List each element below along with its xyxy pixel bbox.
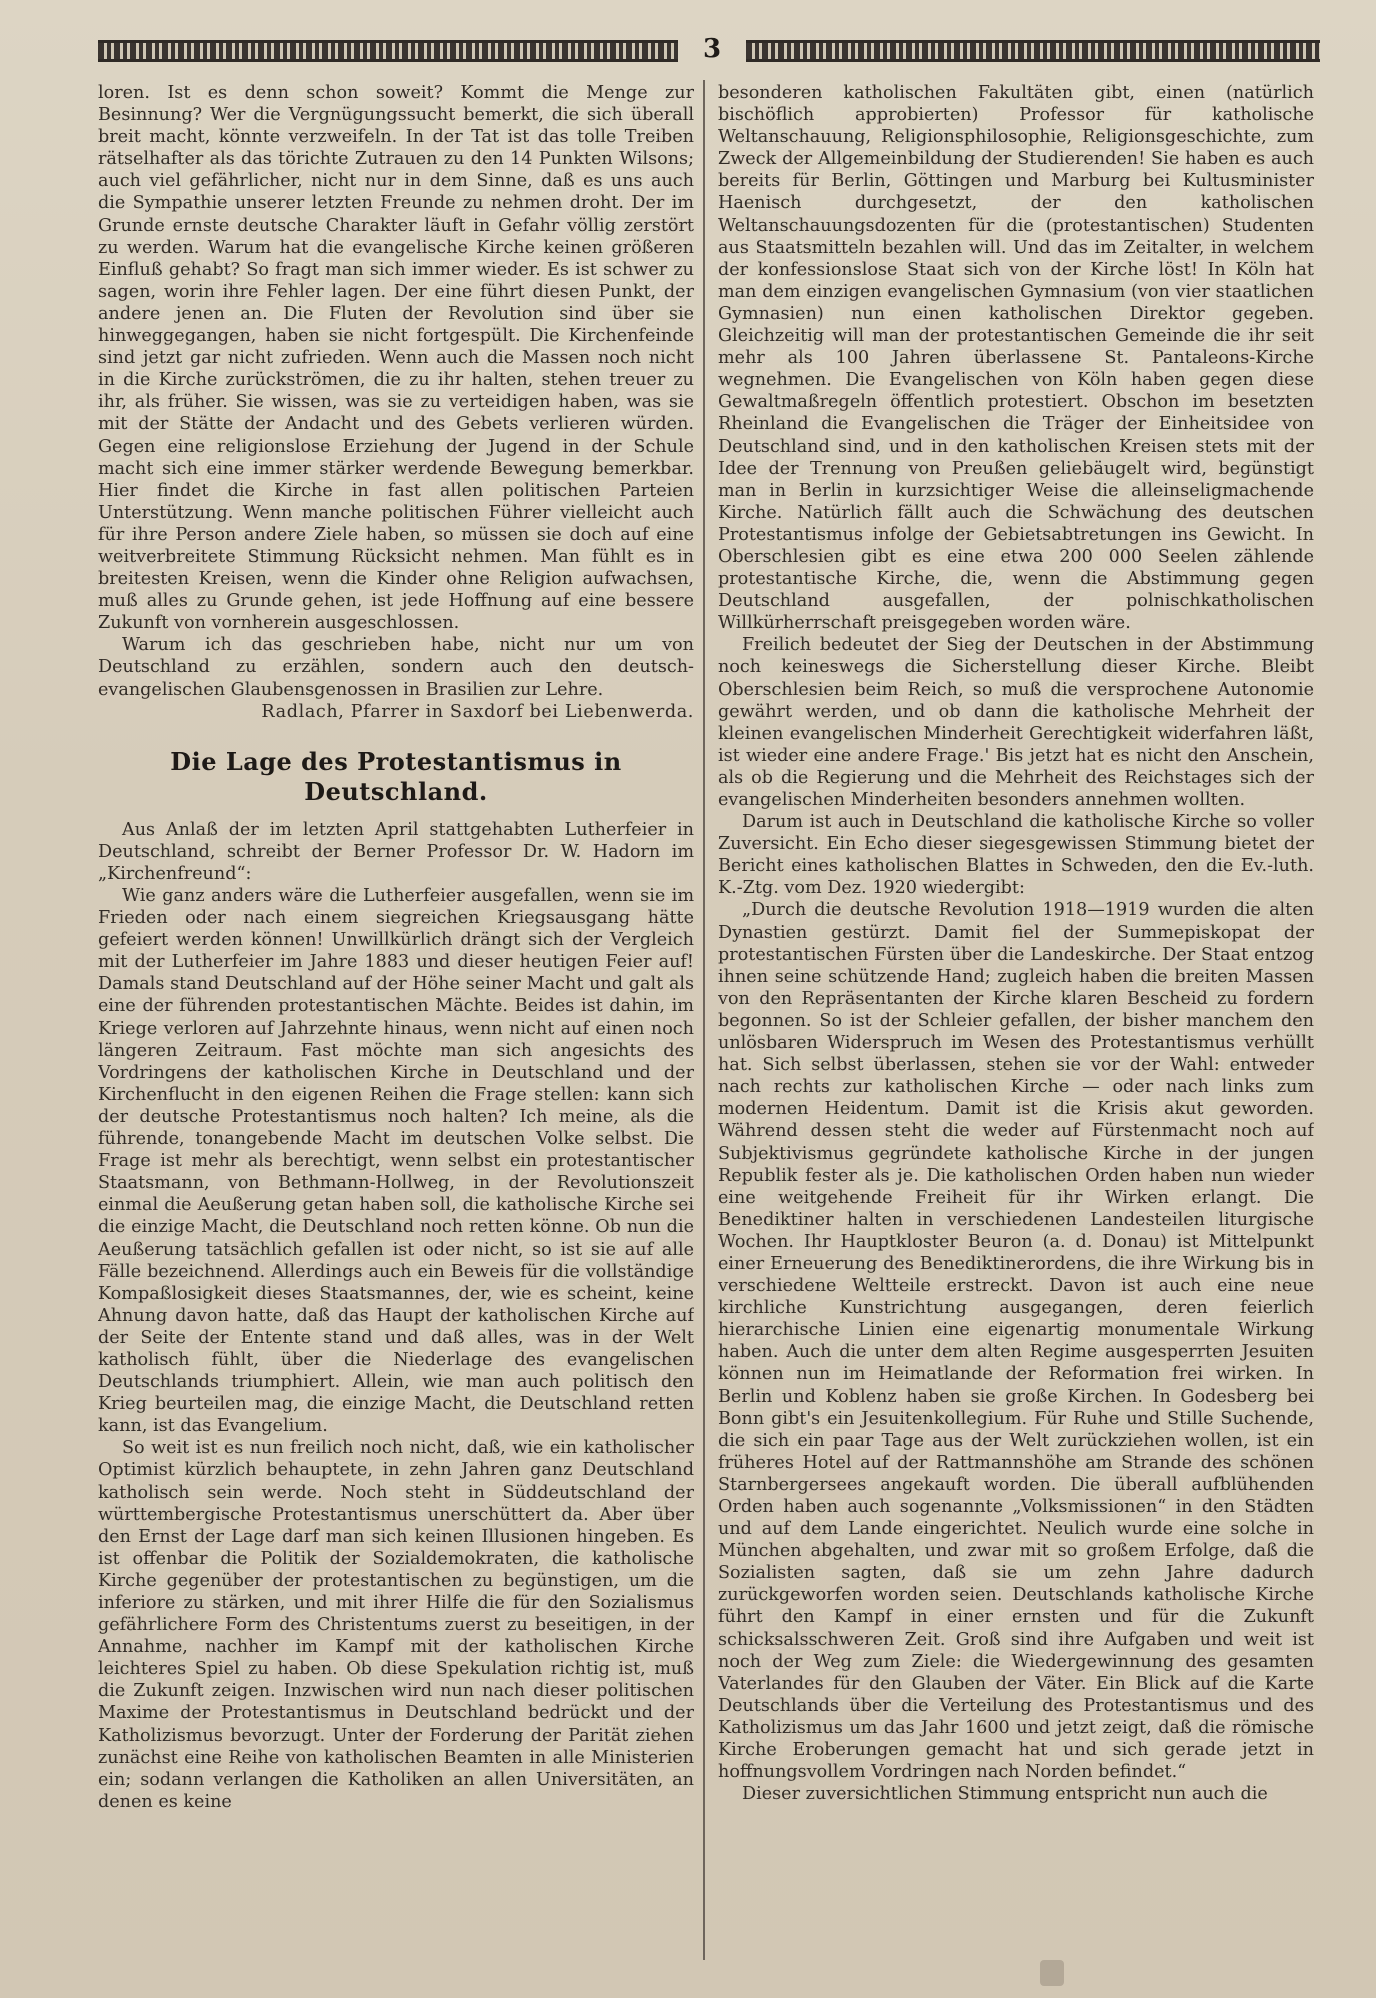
paragraph: Aus Anlaß der im letzten April stattgehabten Lutherfeier in Deutschland, schreibt der Berner Professor Dr. W. Hadorn im „Kirchenfreund“: [98, 819, 694, 884]
header-ornament-left [98, 40, 678, 62]
paragraph: Wie ganz anders wäre die Lutherfeier ausgefallen, wenn sie im Frieden oder nach einem siegreichen Kriegsausgang hätte gefeiert werden können! Unwillkürlich drängt sich der Vergleich mit der Lutherfeier im Jahre 1883 und dieser heutigen Feier auf! Damals stand Deutschland auf der Höhe seiner Macht und galt als eine der führenden protestantischen Mächte. Beides ist dahin, im Kriege verloren auf Jahrzehnte hinaus, wenn nicht auf einen noch längeren Zeitraum. Fast möchte man sich angesichts des Vordringens der katholischen Kirche in Deutschland und der Kirchenflucht in den eigenen Reihen die Frage stellen: kann sich der deutsche Protestantismus noch halten? Ich meine, als die führende, tonangebende Macht im deutschen Volke selbst. Die Frage ist mehr als berechtigt, wenn selbst ein protestantischer Staatsmann, von Bethmann-Hollweg, in der Revolutionszeit einmal die Aeußerung getan haben soll, die katholische Kirche sei die einzige Macht, die Deutschland noch retten könne. Ob nun die Aeußerung tatsächlich gefallen ist oder nicht, so ist sie auf alle Fälle bezeichnend. Allerdings auch ein Beweis für die vollständige Kompaßlosigkeit dieses Staatsmannes, der, wie es scheint, keine Ahnung davon hatte, daß das Haupt der katholischen Kirche auf der Seite der Entente stand und daß alles, was in der Welt katholisch fühlt, über die Niederlage des evangelischen Deutschlands triumphiert. Allein, wie man auch politisch den Krieg beurteilen mag, die einzige Macht, die Deutschland retten kann, ist das Evangelium. [98, 886, 694, 1437]
author-signature: Radlach, Pfarrer in Saxdorf bei Liebenwerda. [261, 701, 694, 722]
paragraph: loren. Ist es denn schon soweit? Kommt die Menge zur Besinnung? Wer die Vergnügungssucht bemerkt, die sich überall breit macht, könnte verzweifeln. In der Tat ist das tolle Treiben rätselhafter als das törichte Zutrauen zu den 14 Punkten Wilsons; auch viel gefährlicher, nicht nur in dem Sinne, daß es uns auch die Sympathie unserer letzten Freunde zu nehmen droht. Der im Grunde ernste deutsche Charakter läuft in Gefahr völlig zerstört zu werden. Warum hat die evangelische Kirche keinen größeren Einfluß gehabt? So fragt man sich immer wieder. Es ist schwer zu sagen, worin ihre Fehler lagen. Der eine führt diesen Punkt, der andere jenen an. Die Fluten der Revolution sind über sie hinweggegangen, haben sie nicht fortgespült. Die Kirchenfeinde sind jetzt gar nicht zufrieden. Wenn auch die Massen noch nicht in die Kirche zurückströmen, die zu ihr halten, stehen treuer zu ihr, als früher. Sie wissen, was sie zu verteidigen haben, was sie mit der Stätte der Andacht und des Gebets verlieren würden. Gegen eine religionslose Erziehung der Jugend in der Schule macht sich eine immer stärker werdende Bewegung bemerkbar. Hier findet die Kirche in fast allen politischen Parteien Unterstützung. Wenn manche politischen Führer vielleicht auch für ihre Person andere Ziele haben, so müssen sie doch auf eine weitverbreitete Stimmung Rücksicht nehmen. Man fühlt es in breitesten Kreisen, wenn die Kinder ohne Religion aufwachsen, muß alles zu Grunde gehen, ist jede Hoffnung auf eine bessere Zukunft von vornherein ausgeschlossen. [98, 83, 694, 634]
paragraph: Dieser zuversichtlichen Stimmung entspricht nun auch die [742, 1784, 1268, 1805]
paragraph: Freilich bedeutet der Sieg der Deutschen in der Abstimmung noch keineswegs die Sicherstellung dieser Kirche. Bleibt Oberschlesien beim Reich, so muß die versprochene Autonomie gewährt werden, und ob dann die katholische Mehrheit der kleinen evangelischen Minderheit Gerechtigkeit widerfahren läßt, ist wieder eine andere Frage.' Bis jetzt hat es nicht den Anschein, als ob die Regierung und die Mehrheit des Reichstages sich der evangelischen Minderheiten besonders annehmen wollten. [718, 635, 1314, 810]
paragraph: Warum ich das geschrieben habe, nicht nur um von Deutschland zu erzählen, sondern auch den deutsch-evangelischen Glaubensgenossen in Brasilien zur Lehre. [98, 635, 694, 700]
column-divider [703, 80, 705, 1960]
left-column [98, 82, 694, 1962]
header-ornament-right [746, 40, 1320, 62]
right-column [718, 82, 1314, 1962]
page-header [98, 34, 1320, 64]
paragraph: So weit ist es nun freilich noch nicht, daß, wie ein katholischer Optimist kürzlich behauptete, in zehn Jahren ganz Deutschland katholisch sein werde. Noch steht in Süddeutschland der württembergische Protestantismus unerschüttert da. Aber über den Ernst der Lage darf man sich keinen Illusionen hingeben. Es ist offenbar die Politik der Sozialdemokraten, die katholische Kirche gegenüber der protestantischen zu begünstigen, um die inferiore zu stärken, und mit ihrer Hilfe die für den Sozialismus gefährlichere Form des Christentums zuerst zu beseitigen, in der Annahme, nachher im Kampf mit der katholischen Kirche leichteres Spiel zu haben. Ob diese Spekulation richtig ist, muß die Zukunft zeigen. Inzwischen wird nun nach dieser politischen Maxime der Protestantismus in Deutschland bedrückt und der Katholizismus bevorzugt. Unter der Forderung der Parität ziehen zunächst eine Reihe von katholischen Beamten in alle Ministerien ein; sodann verlangen die Katholiken an allen Universitäten, an denen es keine [98, 1438, 694, 1812]
paper-stain [1040, 1960, 1064, 1986]
paragraph: besonderen katholischen Fakultäten gibt, einen (natürlich bischöflich approbierten) Professor für katholische Weltanschauung, Religionsphilosophie, Religionsgeschichte, zum Zweck der Allgemeinbildung der Studierenden! Sie haben es auch bereits für Berlin, Göttingen und Marburg bei Kultusminister Haenisch durchgesetzt, der den katholischen Weltanschauungsdozenten für die (protestantischen) Studenten aus Staatsmitteln bezahlen will. Und das im Zeitalter, in welchem der konfessionslose Staat sich von der Kirche löst! In Köln hat man dem einzigen evangelischen Gymnasium (von vier staatlichen Gymnasien) nun einen katholischen Direktor gegeben. Gleichzeitig will man der protestantischen Gemeinde die ihr seit mehr als 100 Jahren überlassene St. Pantaleons-Kirche wegnehmen. Die Evangelischen von Köln haben gegen diese Gewaltmaßregeln öffentlich protestiert. Obschon im besetzten Rheinland die Evangelischen die Träger der Einheitsidee von Deutschland sind, und in den katholischen Kreisen stets mit der Idee der Trennung von Preußen geliebäugelt wird, begünstigt man in Berlin in kurzsichtiger Weise die alleinseligmachende Kirche. Natürlich fällt auch die Schwächung des deutschen Protestantismus infolge der Gebietsabtretungen ins Gewicht. In Oberschlesien gibt es eine etwa 200 000 Seelen zählende protestantische Kirche, die, wenn die Abstimmung gegen Deutschland ausgefallen, der polnischkatholischen Willkürherrschaft preisgegeben worden wäre. [718, 83, 1314, 634]
article-headline: Die Lage des Protestantismus in Deutschland. [170, 746, 622, 806]
quotation: „Durch die deutsche Revolution 1918—1919 wurden die alten Dynastien gestürzt. Damit fiel der Summepiskopat der protestantischen Fürsten über die Landeskirche. Der Staat entzog ihnen seine schützende Hand; zugleich haben die breiten Massen von den Repräsentanten der Kirche klaren Bescheid zu fordern begonnen. So ist der Schleier gefallen, der bisher manchem den unlösbaren Widerspruch im Wesen des Protestantismus verhüllt hat. Sich selbst überlassen, stehen sie vor der Wahl: entweder nach rechts zur katholischen Kirche — oder nach links zum modernen Heidentum. Damit ist die Krisis akut geworden. Während dessen steht die weder auf Fürstenmacht noch auf Subjektivismus gegründete katholische Kirche in der jungen Republik fester als je. Die katholischen Orden haben nun wieder eine weitgehende Freiheit für ihr Wirken erlangt. Die Benediktiner halten in verschiedenen Landesteilen liturgische Wochen. Ihr Hauptkloster Beuron (a. d. Donau) ist Mittelpunkt einer Erneuerung des Benediktinerordens, die ihre Wirkung bis in verschiedene Weltteile erstreckt. Davon ist auch eine neue kirchliche Kunstrichtung ausgegangen, deren feierlich hierarchische Linien eine eigenartig monumentale Wirkung haben. Auch die unter dem alten Regime ausgesperrten Jesuiten können nun im Heimatlande der Reformation frei wirken. In Berlin und Koblenz haben sie große Kirchen. In Godesberg bei Bonn gibt's ein Jesuitenkollegium. Für Ruhe und Stille Suchende, die sich ein paar Tage aus der Welt zurückziehen wollen, ist ein früheres Hotel auf der Rattmannshöhe am Strande des schönen Starnbergersees angekauft worden. Die überall aufblühenden Orden haben auch sogenannte „Volksmissionen“ in den Städten und auf dem Lande eingerichtet. Neulich wurde eine solche in München abgehalten, und zwar mit so großem Erfolge, daß die Sozialisten sagten, daß sie um zehn Jahre dadurch zurückgeworfen worden seien. Deutschlands katholische Kirche führt den Kampf in einer ernsten und für die Zukunft schicksalsschweren Zeit. Groß sind ihre Aufgaben und weit ist noch der Weg zum Ziele: die Wiedergewinnung des gesamten Vaterlandes für den Glauben der Väter. Ein Blick auf die Karte Deutschlands über die Verteilung des Protestantismus und des Katholizismus um das Jahr 1600 und jetzt zeigt, daß die römische Kirche Eroberungen gemacht hat und sich gerade jetzt in hoffnungsvollem Vordringen nach Norden befindet.“ [718, 900, 1314, 1783]
paragraph: Darum ist auch in Deutschland die katholische Kirche so voller Zuversicht. Ein Echo dieser siegesgewissen Stimmung bietet der Bericht eines katholischen Blattes in Schweden, den die Ev.-luth. K.-Ztg. vom Dez. 1920 wiedergibt: [718, 812, 1314, 899]
page-number: 3 [702, 34, 722, 64]
